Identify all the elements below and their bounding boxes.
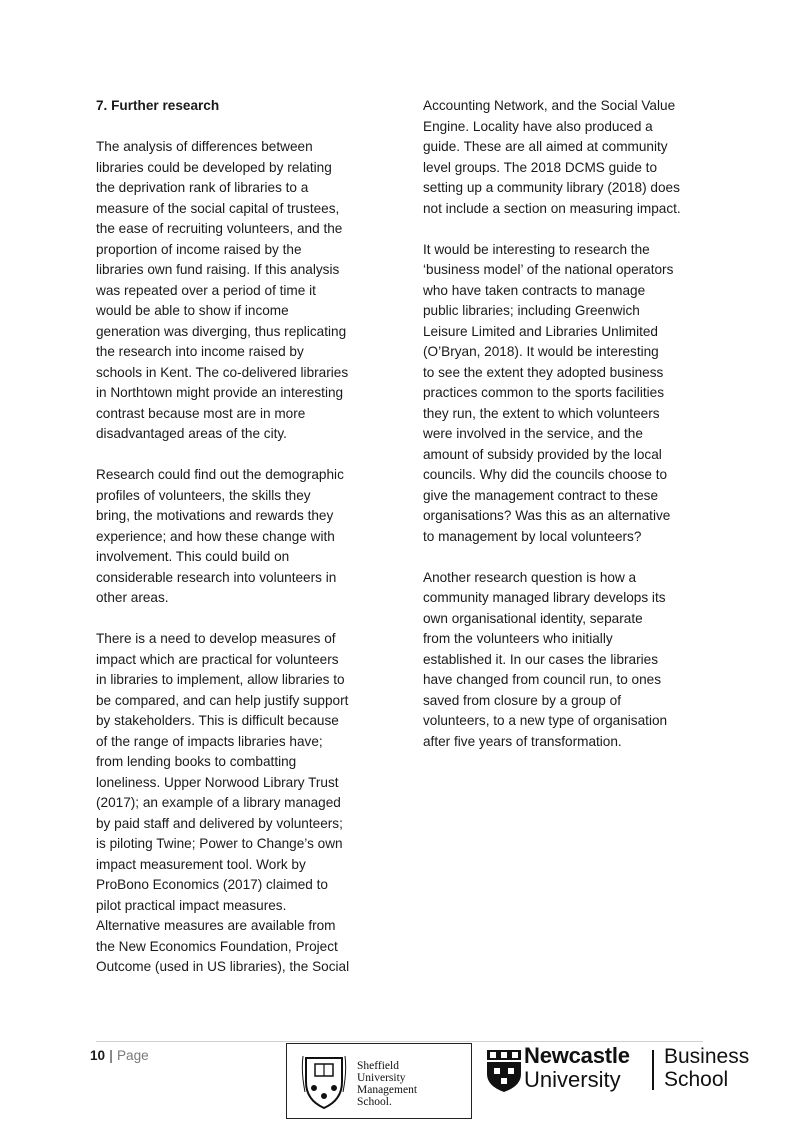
sheffield-logo-line-3: Management xyxy=(357,1084,418,1096)
text-line: the ease of recruiting volunteers, and the xyxy=(96,221,343,236)
text-line: own organisational identity, separate xyxy=(423,610,643,626)
newcastle-business-school xyxy=(664,1045,749,1091)
newcastle-logo-name xyxy=(524,1044,630,1092)
text-line: councils. Why did the councils choose to xyxy=(423,467,668,482)
newcastle-logo-line-1: Newcastle xyxy=(524,1043,630,1068)
text-line: of the range of impacts libraries have; xyxy=(96,733,323,749)
sheffield-logo-line-4: School. xyxy=(357,1096,392,1108)
page-number-label: Page xyxy=(116,1048,149,1063)
page-number-separator: | xyxy=(109,1048,113,1063)
text-line: to see the extent they adopted business xyxy=(423,364,664,380)
text-line: by paid staff and delivered by volunteers; xyxy=(96,815,343,831)
right-paragraph-2 xyxy=(423,240,705,548)
text-line: level groups. The 2018 DCMS guide to xyxy=(423,159,658,175)
text-line: There is a need to develop measures of xyxy=(96,631,336,646)
text-line: from the volunteers who initially xyxy=(423,631,613,646)
text-line: libraries own fund raising. If this analysis xyxy=(96,262,340,277)
text-line: bring, the motivations and rewards they xyxy=(96,508,334,523)
text-line: they run, the extent to which volunteers xyxy=(423,405,660,421)
text-line: in libraries to implement, allow libraries to xyxy=(96,672,345,687)
text-line: after five years of transformation. xyxy=(423,733,622,749)
footer-rule xyxy=(96,1041,703,1042)
text-line: involvement. This could build on xyxy=(96,549,290,564)
text-line: established it. In our cases the libraries xyxy=(423,651,658,667)
sheffield-logo-line-1: Sheffield xyxy=(357,1060,399,1072)
text-line: from lending books to combatting xyxy=(96,754,297,769)
sheffield-logo-line-2: University xyxy=(357,1072,406,1084)
text-line: loneliness. Upper Norwood Library Trust xyxy=(96,774,339,790)
text-line: the New Economics Foundation, Project xyxy=(96,938,338,954)
text-line: by stakeholders. This is difficult because xyxy=(96,713,339,728)
sheffield-crest-icon xyxy=(301,1052,347,1110)
text-line: setting up a community library (2018) does xyxy=(423,180,680,195)
text-line: Research could find out the demographic xyxy=(96,467,344,482)
text-line: Alternative measures are available from xyxy=(96,918,336,933)
text-line: Outcome (used in US libraries), the Social xyxy=(96,959,350,974)
newcastle-crest-icon xyxy=(486,1050,522,1092)
text-line: The analysis of differences between xyxy=(96,139,313,154)
text-line: public libraries; including Greenwich xyxy=(423,303,640,318)
text-line: It would be interesting to research the xyxy=(423,241,650,257)
sheffield-logo xyxy=(286,1043,472,1119)
text-line: considerable research into volunteers in xyxy=(96,569,337,585)
text-line: Accounting Network, and the Social Value xyxy=(423,98,676,113)
text-line: impact which are practical for volunteers xyxy=(96,651,339,667)
page-number xyxy=(90,1048,149,1063)
text-line: have changed from council run, to ones xyxy=(423,672,662,687)
text-line: is piloting Twine; Power to Change’s own xyxy=(96,836,343,851)
text-line: disadvantaged areas of the city. xyxy=(96,426,287,441)
text-line: proportion of income raised by the xyxy=(96,241,302,257)
text-line: be compared, and can help justify support xyxy=(96,692,349,708)
right-paragraph-3 xyxy=(423,568,705,753)
text-line: saved from closure by a group of xyxy=(423,692,621,708)
newcastle-logo-divider xyxy=(652,1050,654,1090)
text-line: measure of the social capital of trustees, xyxy=(96,200,340,216)
text-line: schools in Kent. The co-delivered libraries xyxy=(96,364,349,380)
text-line: practices common to the sports facilities xyxy=(423,385,665,400)
business-school-line-2: School xyxy=(664,1068,729,1091)
text-line: ‘business model’ of the national operators xyxy=(423,262,674,277)
text-line: volunteers, to a new type of organisation xyxy=(423,713,668,728)
text-line: Leisure Limited and Libraries Unlimited xyxy=(423,323,658,339)
section-heading: 7. Further research xyxy=(96,98,220,113)
text-line: contrast because most are in more xyxy=(96,405,306,421)
text-line: would be able to show if income xyxy=(96,303,289,318)
text-line: were involved in the service, and the xyxy=(423,426,643,441)
text-line: in Northtown might provide an interesting xyxy=(96,385,344,400)
left-paragraph-1 xyxy=(96,137,378,445)
text-line: impact measurement tool. Work by xyxy=(96,856,306,872)
left-paragraph-3 xyxy=(96,629,378,978)
text-line: to management by local volunteers? xyxy=(423,528,642,544)
left-column xyxy=(96,96,378,998)
text-line: the deprivation rank of libraries to a xyxy=(96,180,309,195)
text-line: other areas. xyxy=(96,590,169,605)
text-line: pilot practical impact measures. xyxy=(96,897,287,913)
newcastle-logo-line-2: University xyxy=(524,1067,621,1092)
page-number-value: 10 xyxy=(90,1048,106,1063)
text-line: who have taken contracts to manage xyxy=(423,282,646,298)
sheffield-logo-text xyxy=(357,1060,417,1108)
text-line: guide. These are all aimed at community xyxy=(423,139,668,154)
text-line: organisations? Was this as an alternative xyxy=(423,508,671,523)
text-line: libraries could be developed by relating xyxy=(96,159,332,175)
text-line: (O’Bryan, 2018). It would be interesting xyxy=(423,344,659,359)
text-line: community managed library develops its xyxy=(423,590,666,605)
text-line: profiles of volunteers, the skills they xyxy=(96,487,311,503)
text-line: amount of subsidy provided by the local xyxy=(423,446,662,462)
text-line: Engine. Locality have also produced a xyxy=(423,118,653,134)
text-line: Another research question is how a xyxy=(423,569,637,585)
text-line: experience; and how these change with xyxy=(96,528,335,544)
right-column xyxy=(423,96,705,773)
text-line: not include a section on measuring impact. xyxy=(423,200,681,216)
text-line: (2017); an example of a library managed xyxy=(96,795,341,810)
business-school-line-1: Business xyxy=(664,1045,750,1068)
text-line: generation was diverging, thus replicating xyxy=(96,323,347,339)
text-line: the research into income raised by xyxy=(96,344,304,359)
right-paragraph-1 xyxy=(423,96,705,219)
text-line: ProBono Economics (2017) claimed to xyxy=(96,877,328,892)
text-line: was repeated over a period of time it xyxy=(96,282,316,298)
left-paragraph-2 xyxy=(96,465,378,609)
text-line: give the management contract to these xyxy=(423,487,659,503)
